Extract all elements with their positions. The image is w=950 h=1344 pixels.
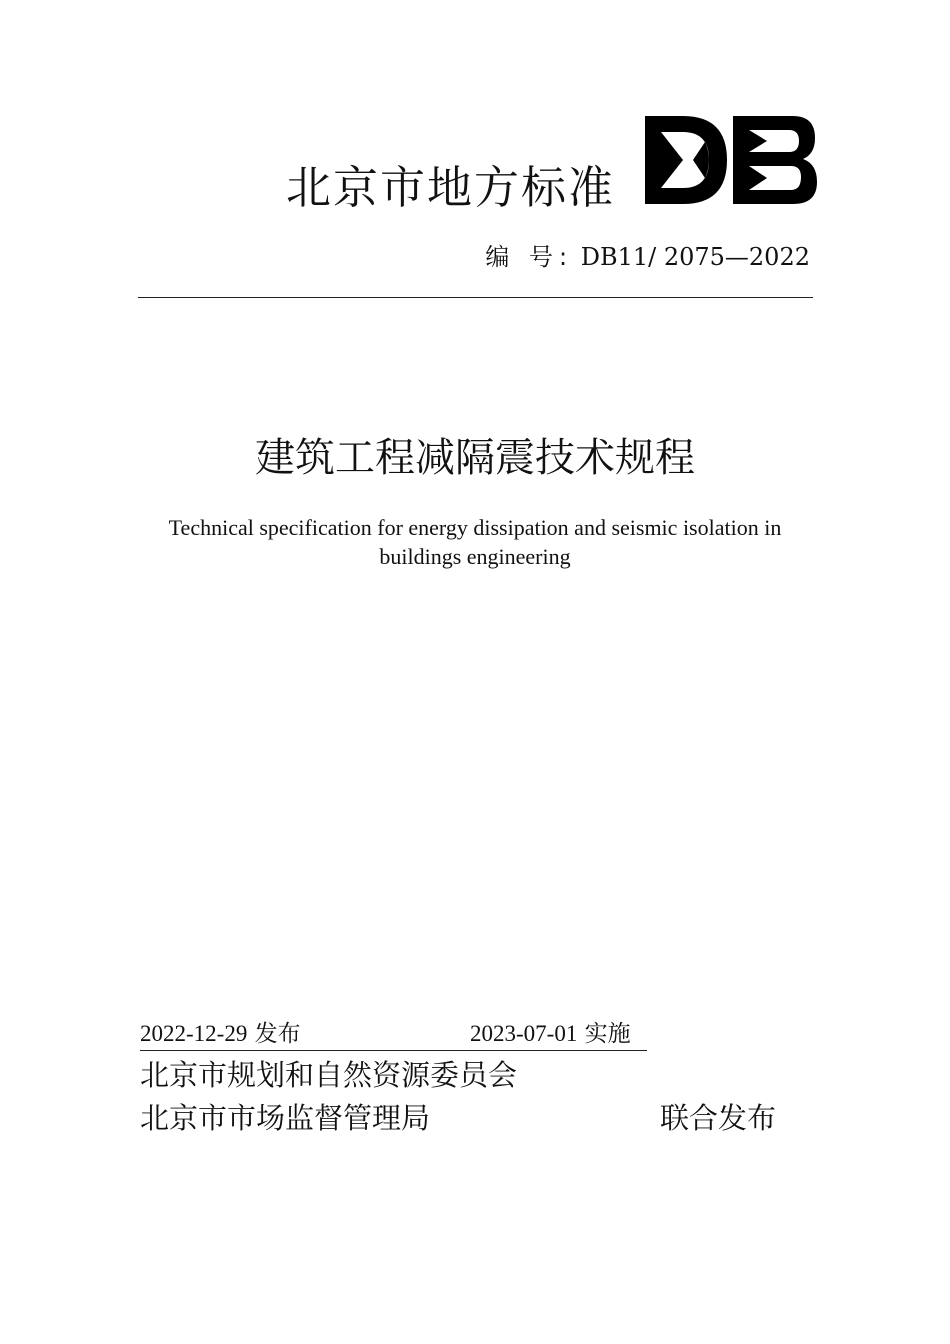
release-date: 2022-12-29 <box>140 1021 248 1046</box>
issuer-planning-commission: 北京市规划和自然资源委员会 <box>140 1058 518 1092</box>
standard-number <box>485 240 810 274</box>
standard-type-heading: 北京市地方标准 <box>286 161 616 214</box>
standard-number-value: DB11/ 2075—2022 <box>580 243 810 271</box>
effective-label: 实施 <box>584 1021 631 1047</box>
joint-release-label: 联合发布 <box>660 1101 777 1135</box>
db-logo <box>643 114 818 206</box>
document-title: 建筑工程减隔震技术规程 <box>255 435 695 481</box>
document-english-title: Technical specification for energy dissipation and seismic isolation in buildings engineering <box>168 515 782 569</box>
standard-number-label: 编 号: <box>485 243 574 271</box>
issuer-market-regulation-bureau: 北京市市场监督管理局 <box>140 1101 431 1135</box>
db-logo-b-letter <box>733 116 817 204</box>
header-divider <box>138 297 813 298</box>
effective-date: 2023-07-01 <box>470 1021 578 1046</box>
db-logo-d-letter <box>645 116 727 204</box>
release-label: 发布 <box>254 1021 301 1047</box>
dates-line <box>140 1018 647 1051</box>
release-date-group <box>140 1018 301 1050</box>
effective-date-group <box>470 1018 631 1050</box>
